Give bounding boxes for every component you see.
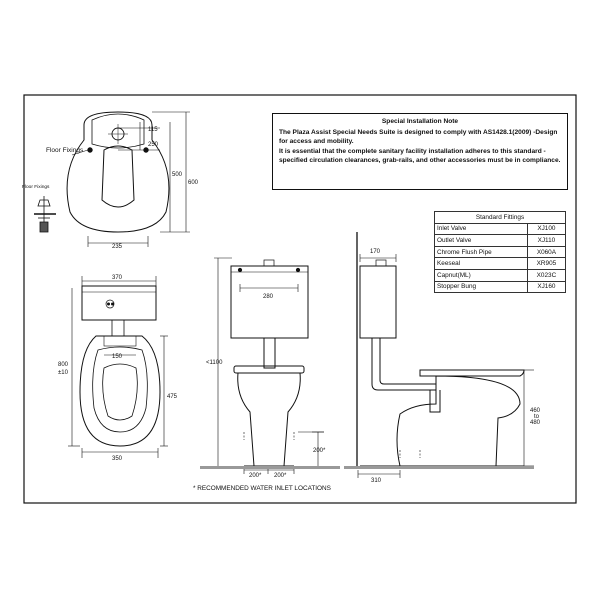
- dim-115: 115: [148, 127, 158, 133]
- bowl-outline: [102, 146, 134, 207]
- table-row: [435, 269, 566, 281]
- fitting-code: XR905: [527, 258, 565, 270]
- fitting-name: Capnut(ML): [435, 269, 528, 281]
- floor-fixings-label: Floor Fixings: [46, 147, 84, 154]
- dim-235: 235: [112, 244, 123, 250]
- note-paragraph-standard: It is essential that the complete sanitary facility installation adheres to this standard - specified circulation clearances, grab-rails, and other accessories must be in compliance.: [279, 148, 561, 164]
- cistern-side: [360, 266, 396, 338]
- fitting-name: Inlet Valve: [435, 223, 528, 235]
- special-installation-note: [272, 113, 568, 190]
- fitting-code: XJ110: [527, 235, 565, 247]
- dim-600: 600: [188, 180, 199, 186]
- floor-fixing-detail: [34, 196, 56, 232]
- fitting-name: Keeseal: [435, 258, 528, 270]
- dim-460: 460: [530, 408, 541, 414]
- cistern-plan: [82, 286, 156, 320]
- seat-front: [234, 366, 304, 373]
- seat-side: [420, 370, 524, 376]
- floor-hatch-side: [344, 466, 534, 469]
- floor-fixings-detail-label: Floor Fixings: [22, 185, 50, 190]
- dim-280: 280: [263, 294, 274, 300]
- plan-dimension-lines: [72, 112, 190, 247]
- fitting-name: Chrome Flush Pipe: [435, 246, 528, 258]
- fitting-code: X060A: [527, 246, 565, 258]
- dim-800: 800: [58, 362, 69, 368]
- top-view: [80, 286, 160, 446]
- dim-1100: <1100: [206, 360, 223, 366]
- dim-800-tolerance: ±10: [58, 370, 68, 376]
- dim-250: 250: [148, 142, 159, 148]
- dim-200-height: 200*: [313, 448, 326, 454]
- dim-200-left: 200*: [249, 473, 262, 479]
- front-view: [231, 260, 308, 466]
- dim-480: 480: [530, 420, 541, 426]
- dim-170: 170: [370, 249, 381, 255]
- floor-fixing-point: [88, 148, 92, 152]
- flush-pipe-front: [264, 338, 275, 368]
- standard-fittings-table: [434, 211, 566, 293]
- fittings-table-title: Standard Fittings: [435, 212, 566, 224]
- dim-150: 150: [112, 354, 123, 360]
- pan-front: [238, 373, 301, 466]
- table-row: [435, 281, 566, 293]
- dim-475: 475: [167, 394, 178, 400]
- top-view-dimension-lines: [68, 276, 168, 458]
- fitting-code: X023C: [527, 269, 565, 281]
- dim-500: 500: [172, 172, 183, 178]
- floor-hatch-front: [200, 466, 340, 469]
- flush-button: [264, 260, 274, 266]
- pan-top-outline: [80, 336, 160, 446]
- table-row: [435, 235, 566, 247]
- water-inlet-footnote: * RECOMMENDED WATER INLET LOCATIONS: [193, 485, 331, 492]
- cistern-front: [231, 266, 308, 338]
- fitting-code: XJ100: [527, 223, 565, 235]
- table-row: [435, 258, 566, 270]
- note-paragraph-compliance: The Plaza Assist Special Needs Suite is designed to comply with AS1428.1(2009) -Design for access and mobility.: [279, 129, 558, 145]
- table-row: [435, 246, 566, 258]
- dim-to: to: [534, 414, 540, 420]
- seat-opening: [103, 364, 138, 420]
- fitting-name: Stopper Bung: [435, 281, 528, 293]
- dim-370: 370: [112, 275, 123, 281]
- fitting-code: XJ160: [527, 281, 565, 293]
- dim-350: 350: [112, 456, 123, 462]
- note-title: Special Installation Note: [381, 118, 459, 125]
- table-row: [435, 223, 566, 235]
- flush-pipe-side: [372, 338, 436, 390]
- fitting-name: Outlet Valve: [435, 235, 528, 247]
- dim-200-right: 200*: [274, 473, 287, 479]
- dim-310: 310: [371, 478, 382, 484]
